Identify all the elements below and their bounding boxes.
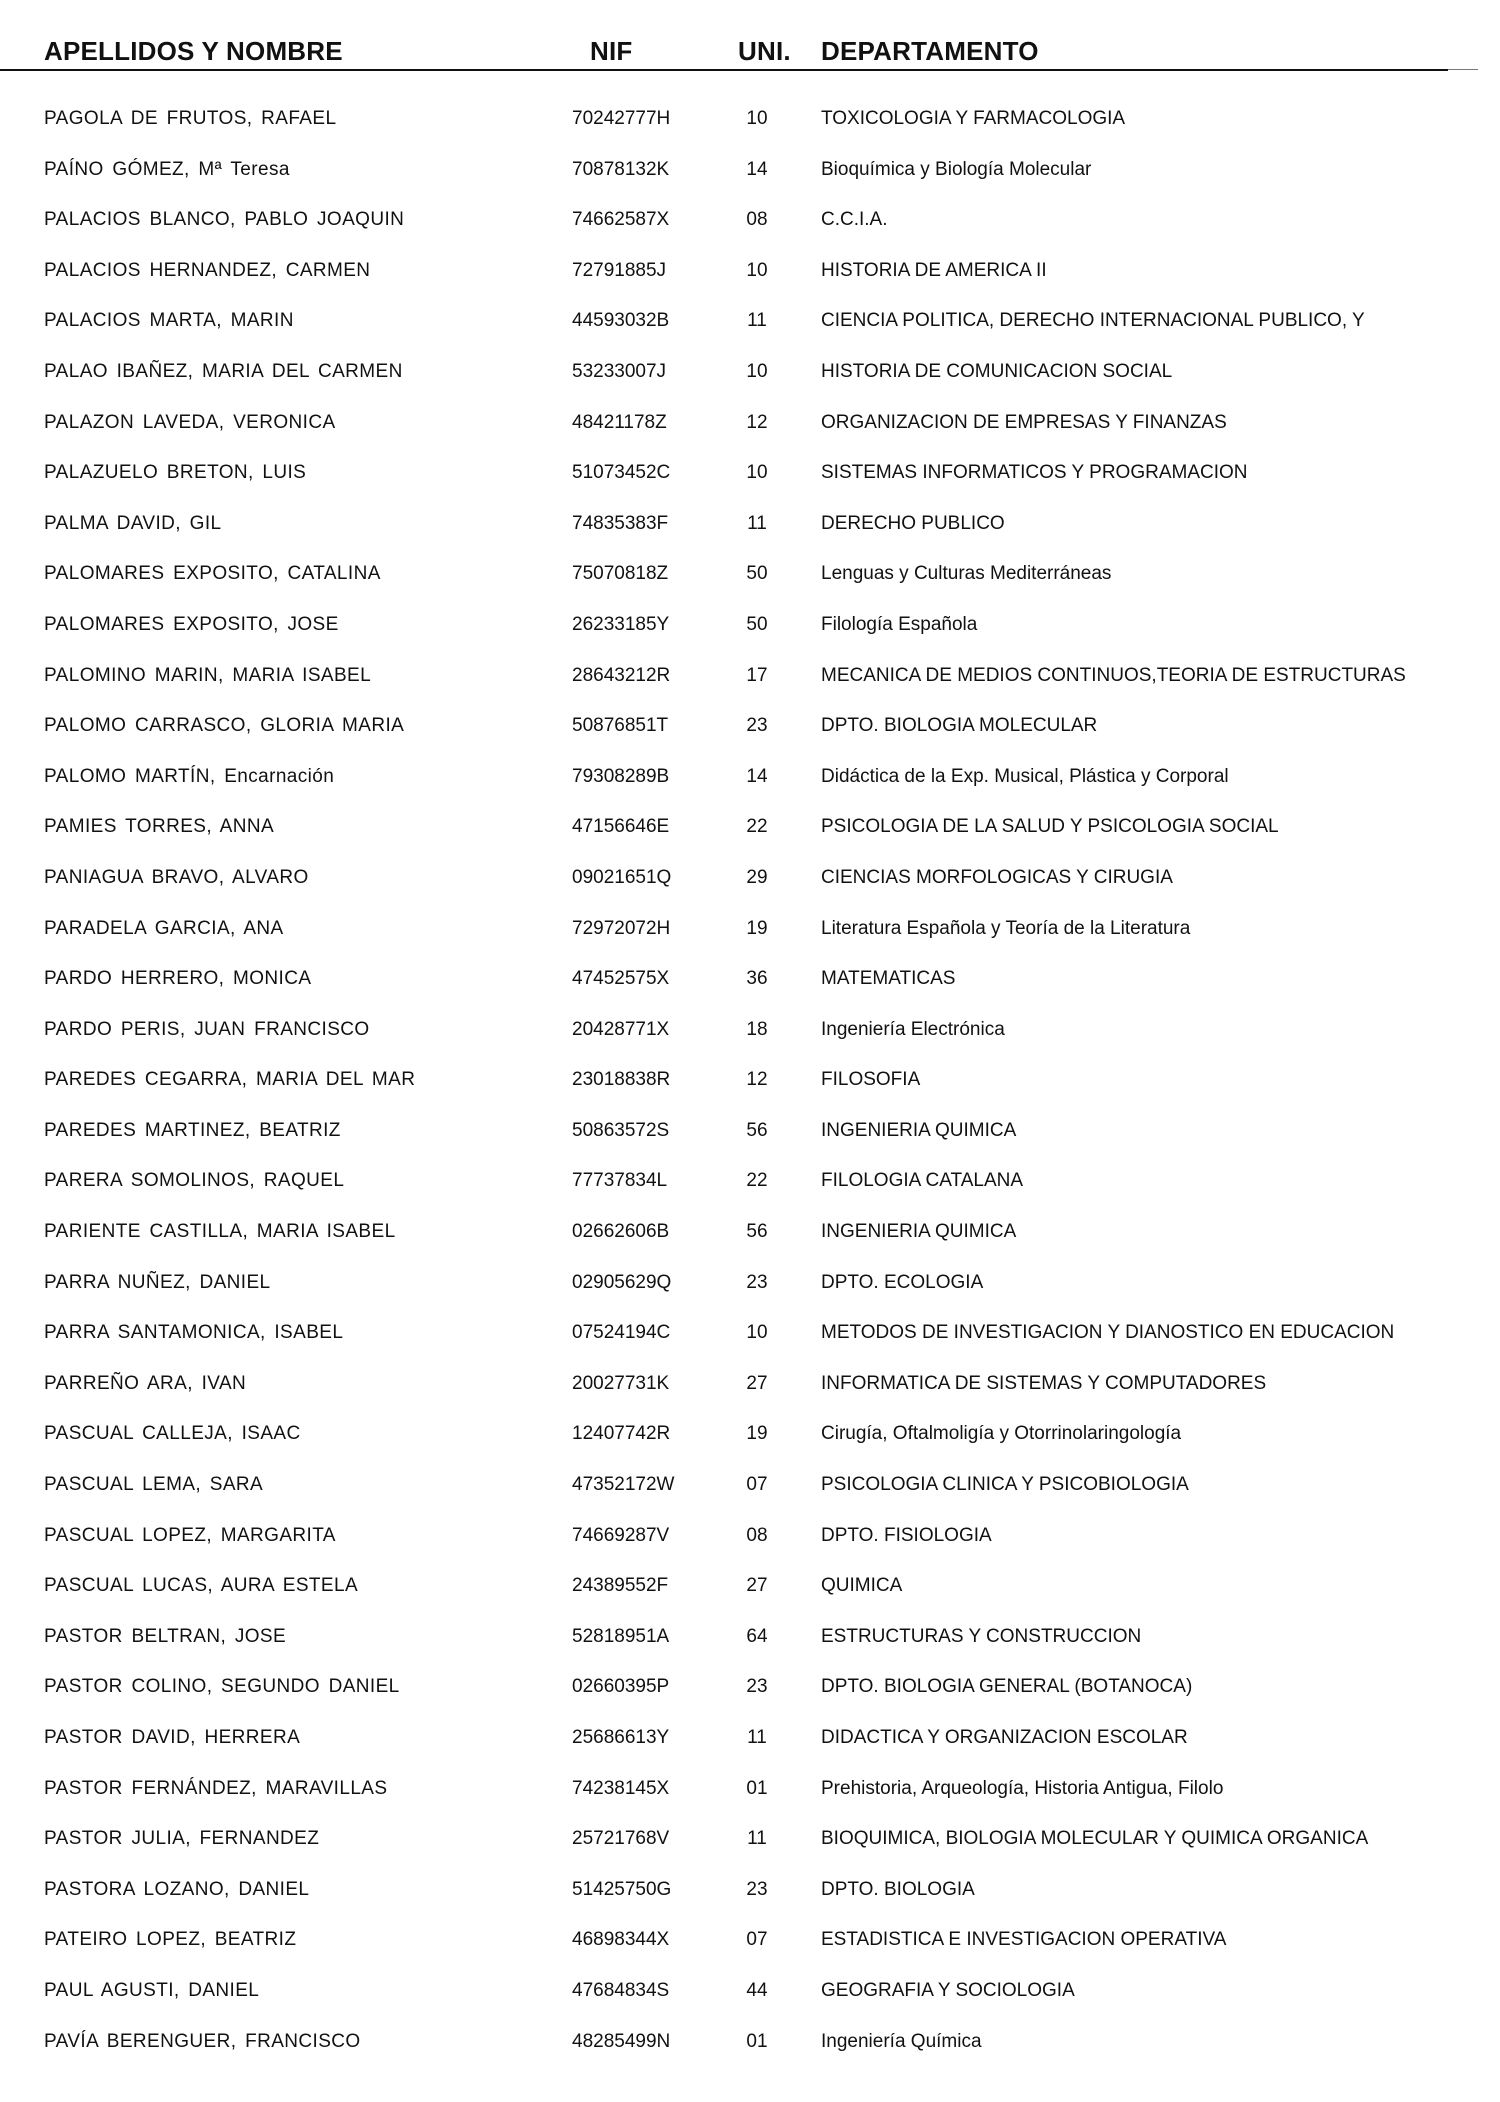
row-department: DPTO. ECOLOGIA (821, 1271, 984, 1293)
row-department: Filología Española (821, 613, 978, 635)
row-nif: 51073452C (572, 462, 671, 484)
row-nif: 28643212R (572, 664, 671, 686)
row-name: PALOMARES EXPOSITO, JOSE (44, 613, 339, 635)
row-nif: 07524194C (572, 1322, 671, 1344)
row-name: PAREDES MARTINEZ, BEATRIZ (44, 1119, 341, 1141)
row-uni: 10 (746, 1322, 768, 1344)
row-department: DIDACTICA Y ORGANIZACION ESCOLAR (821, 1727, 1188, 1748)
header-rule-tail (1448, 69, 1478, 70)
row-name: PASTOR COLINO, SEGUNDO DANIEL (44, 1676, 400, 1698)
table-row (0, 95, 1500, 146)
row-uni: 14 (746, 765, 768, 787)
row-nif: 79308289B (572, 765, 670, 787)
row-name: PASCUAL LOPEZ, MARGARITA (44, 1524, 336, 1546)
table-row (0, 1663, 1500, 1714)
table-row (0, 348, 1500, 399)
table-row (0, 399, 1500, 450)
table-row (0, 1309, 1500, 1360)
row-uni: 27 (746, 1372, 768, 1394)
row-nif: 50876851T (572, 715, 669, 737)
row-uni: 07 (746, 1474, 768, 1496)
row-name: PANIAGUA BRAVO, ALVARO (44, 866, 309, 888)
row-nif: 51425750G (572, 1878, 672, 1900)
table-row (0, 196, 1500, 247)
row-department: INFORMATICA DE SISTEMAS Y COMPUTADORES (821, 1372, 1267, 1394)
header-rule (0, 69, 1448, 71)
row-nif: 46898344X (572, 1929, 670, 1951)
row-nif: 47352172W (572, 1474, 675, 1496)
row-nif: 48421178Z (572, 411, 667, 433)
row-uni: 29 (746, 866, 768, 888)
row-name: PALOMO CARRASCO, GLORIA MARIA (44, 715, 405, 737)
row-nif: 20428771X (572, 1018, 670, 1040)
row-uni: 10 (746, 360, 768, 382)
row-name: PASTORA LOZANO, DANIEL (44, 1878, 310, 1900)
row-department: PSICOLOGIA CLINICA Y PSICOBIOLOGIA (821, 1474, 1189, 1496)
table-body (0, 95, 1500, 2068)
row-nif: 74238145X (572, 1777, 670, 1799)
row-uni: 14 (746, 158, 768, 180)
row-uni: 36 (746, 968, 768, 990)
table-row (0, 1562, 1500, 1613)
row-name: PALMA DAVID, GIL (44, 512, 222, 534)
row-name: PAMIES TORRES, ANNA (44, 816, 275, 838)
table-row (0, 955, 1500, 1006)
row-uni: 11 (747, 1828, 767, 1850)
table-row (0, 1461, 1500, 1512)
row-department: FILOSOFIA (821, 1069, 921, 1091)
table-row (0, 1360, 1500, 1411)
row-department: ORGANIZACION DE EMPRESAS Y FINANZAS (821, 411, 1227, 433)
table-row (0, 500, 1500, 551)
row-nif: 24389552F (572, 1575, 669, 1597)
row-uni: 23 (746, 1271, 768, 1293)
row-nif: 74835383F (572, 512, 669, 534)
row-name: PASTOR JULIA, FERNANDEZ (44, 1828, 320, 1850)
row-nif: 47156646E (572, 816, 670, 838)
row-name: PAÍNO GÓMEZ, Mª Teresa (44, 158, 290, 180)
row-department: METODOS DE INVESTIGACION Y DIANOSTICO EN EDUCACION (821, 1322, 1395, 1344)
row-department: CIENCIA POLITICA, DERECHO INTERNACIONAL PUBLICO, Y (821, 310, 1365, 332)
row-name: PATEIRO LOPEZ, BEATRIZ (44, 1929, 297, 1951)
row-uni: 11 (747, 310, 767, 332)
row-nif: 72791885J (572, 259, 667, 281)
table-row (0, 1410, 1500, 1461)
header-nif: NIF (590, 36, 633, 66)
row-name: PARDO HERRERO, MONICA (44, 968, 312, 990)
row-department: PSICOLOGIA DE LA SALUD Y PSICOLOGIA SOCIAL (821, 816, 1279, 838)
row-department: SISTEMAS INFORMATICOS Y PROGRAMACION (821, 462, 1248, 484)
table-row (0, 905, 1500, 956)
table-row (0, 803, 1500, 854)
row-uni: 22 (746, 1170, 768, 1192)
table-row (0, 2018, 1500, 2069)
table-row (0, 1056, 1500, 1107)
table-row (0, 1613, 1500, 1664)
row-department: Lenguas y Culturas Mediterráneas (821, 563, 1112, 585)
row-department: Literatura Española y Teoría de la Literatura (821, 917, 1191, 939)
table-row (0, 854, 1500, 905)
row-nif: 70878132K (572, 158, 670, 180)
row-department: MECANICA DE MEDIOS CONTINUOS,TEORIA DE ESTRUCTURAS (821, 664, 1406, 686)
row-department: ESTADISTICA E INVESTIGACION OPERATIVA (821, 1929, 1227, 1951)
row-department: QUIMICA (821, 1575, 903, 1597)
row-uni: 56 (746, 1221, 768, 1243)
row-department: C.C.I.A. (821, 209, 888, 231)
row-nif: 75070818Z (572, 563, 669, 585)
row-department: BIOQUIMICA, BIOLOGIA MOLECULAR Y QUIMICA ORGANICA (821, 1828, 1369, 1850)
row-uni: 10 (746, 108, 768, 129)
row-nif: 53233007J (572, 360, 667, 382)
row-name: PARERA SOMOLINOS, RAQUEL (44, 1170, 345, 1192)
row-name: PALAO IBAÑEZ, MARIA DEL CARMEN (44, 360, 403, 382)
row-name: PALACIOS MARTA, MARIN (44, 310, 294, 332)
row-uni: 23 (746, 715, 768, 737)
table-row (0, 1765, 1500, 1816)
row-uni: 11 (747, 512, 767, 534)
row-nif: 12407742R (572, 1423, 671, 1445)
row-department: MATEMATICAS (821, 968, 956, 990)
table-row (0, 1815, 1500, 1866)
row-name: PARREÑO ARA, IVAN (44, 1372, 247, 1394)
row-uni: 19 (746, 1423, 768, 1445)
row-name: PASTOR BELTRAN, JOSE (44, 1625, 287, 1647)
table-row (0, 702, 1500, 753)
row-department: Didáctica de la Exp. Musical, Plástica y Corporal (821, 765, 1229, 787)
table-row (0, 1866, 1500, 1917)
table-row (0, 652, 1500, 703)
row-name: PARADELA GARCIA, ANA (44, 917, 284, 939)
row-nif: 25721768V (572, 1828, 670, 1850)
row-name: PAVÍA BERENGUER, FRANCISCO (44, 2030, 361, 2052)
row-nif: 23018838R (572, 1069, 671, 1091)
row-uni: 19 (746, 917, 768, 939)
row-name: PALOMO MARTÍN, Encarnación (44, 765, 335, 787)
row-department: HISTORIA DE AMERICA II (821, 259, 1047, 281)
row-nif: 26233185Y (572, 613, 670, 635)
row-department: HISTORIA DE COMUNICACION SOCIAL (821, 360, 1173, 382)
table-row (0, 1107, 1500, 1158)
row-uni: 01 (746, 1777, 768, 1799)
row-name: PASCUAL LEMA, SARA (44, 1474, 264, 1496)
row-nif: 44593032B (572, 310, 670, 332)
row-department: INGENIERIA QUIMICA (821, 1221, 1017, 1243)
row-uni: 12 (746, 411, 768, 433)
row-department: ESTRUCTURAS Y CONSTRUCCION (821, 1625, 1142, 1647)
row-department: FILOLOGIA CATALANA (821, 1170, 1024, 1192)
row-nif: 47684834S (572, 1979, 670, 2001)
header-uni: UNI. (738, 36, 791, 66)
row-uni: 01 (746, 2030, 768, 2052)
table-row (0, 449, 1500, 500)
row-uni: 11 (747, 1727, 767, 1748)
row-name: PAUL AGUSTI, DANIEL (44, 1979, 260, 2001)
row-nif: 52818951A (572, 1625, 670, 1647)
row-nif: 77737834L (572, 1170, 668, 1192)
row-department: INGENIERIA QUIMICA (821, 1119, 1017, 1141)
row-nif: 72972072H (572, 917, 671, 939)
row-uni: 10 (746, 462, 768, 484)
row-department: DPTO. FISIOLOGIA (821, 1524, 992, 1546)
row-department: DERECHO PUBLICO (821, 512, 1005, 534)
row-uni: 10 (746, 259, 768, 281)
row-name: PARRA NUÑEZ, DANIEL (44, 1271, 271, 1293)
table-row (0, 297, 1500, 348)
row-nif: 02660395P (572, 1676, 670, 1698)
row-uni: 27 (746, 1575, 768, 1597)
row-uni: 64 (746, 1625, 768, 1647)
row-name: PASTOR DAVID, HERRERA (44, 1727, 301, 1748)
row-nif: 48285499N (572, 2030, 671, 2052)
row-uni: 50 (746, 563, 768, 585)
row-department: Bioquímica y Biología Molecular (821, 158, 1092, 180)
row-uni: 22 (746, 816, 768, 838)
row-uni: 44 (746, 1979, 768, 2001)
row-name: PALOMARES EXPOSITO, CATALINA (44, 563, 381, 585)
row-nif: 74662587X (572, 209, 670, 231)
table-row (0, 1208, 1500, 1259)
row-name: PARIENTE CASTILLA, MARIA ISABEL (44, 1221, 396, 1243)
row-nif: 74669287V (572, 1524, 670, 1546)
table-row (0, 1006, 1500, 1057)
table-row (0, 601, 1500, 652)
row-name: PALACIOS BLANCO, PABLO JOAQUIN (44, 209, 405, 231)
row-uni: 17 (746, 664, 768, 686)
row-name: PALACIOS HERNANDEZ, CARMEN (44, 259, 371, 281)
row-name: PARRA SANTAMONICA, ISABEL (44, 1322, 344, 1344)
row-name: PALAZUELO BRETON, LUIS (44, 462, 307, 484)
row-name: PASTOR FERNÁNDEZ, MARAVILLAS (44, 1777, 388, 1799)
row-name: PAGOLA DE FRUTOS, RAFAEL (44, 108, 337, 129)
row-name: PASCUAL LUCAS, AURA ESTELA (44, 1575, 359, 1597)
row-name: PASCUAL CALLEJA, ISAAC (44, 1423, 301, 1445)
row-department: DPTO. BIOLOGIA MOLECULAR (821, 715, 1098, 737)
row-name: PAREDES CEGARRA, MARIA DEL MAR (44, 1069, 416, 1091)
row-uni: 23 (746, 1878, 768, 1900)
row-department: TOXICOLOGIA Y FARMACOLOGIA (821, 108, 1126, 129)
row-uni: 08 (746, 209, 768, 231)
row-nif: 20027731K (572, 1372, 670, 1394)
row-uni: 08 (746, 1524, 768, 1546)
table-header (0, 28, 1500, 68)
row-uni: 18 (746, 1018, 768, 1040)
row-uni: 07 (746, 1929, 768, 1951)
row-uni: 56 (746, 1119, 768, 1141)
header-department: DEPARTAMENTO (821, 36, 1039, 66)
row-department: Prehistoria, Arqueología, Historia Antigua, Filolo (821, 1777, 1224, 1799)
table-row (0, 550, 1500, 601)
row-uni: 23 (746, 1676, 768, 1698)
row-name: PARDO PERIS, JUAN FRANCISCO (44, 1018, 370, 1040)
table-row (0, 1916, 1500, 1967)
row-name: PALOMINO MARIN, MARIA ISABEL (44, 664, 372, 686)
row-department: Cirugía, Oftalmoligía y Otorrinolaringología (821, 1423, 1182, 1445)
row-uni: 12 (746, 1069, 768, 1091)
row-nif: 25686613Y (572, 1727, 670, 1748)
row-nif: 09021651Q (572, 866, 672, 888)
table-row (0, 753, 1500, 804)
table-row (0, 1157, 1500, 1208)
row-uni: 50 (746, 613, 768, 635)
table-row (0, 146, 1500, 197)
table-row (0, 247, 1500, 298)
table-row (0, 1714, 1500, 1765)
row-name: PALAZON LAVEDA, VERONICA (44, 411, 336, 433)
row-department: DPTO. BIOLOGIA GENERAL (BOTANOCA) (821, 1676, 1193, 1698)
row-department: Ingeniería Electrónica (821, 1018, 1005, 1040)
header-name: APELLIDOS Y NOMBRE (44, 36, 343, 66)
row-nif: 70242777H (572, 108, 671, 129)
table-row (0, 1967, 1500, 2018)
row-department: GEOGRAFIA Y SOCIOLOGIA (821, 1979, 1075, 2001)
row-department: DPTO. BIOLOGIA (821, 1878, 975, 1900)
table-row (0, 1512, 1500, 1563)
row-department: CIENCIAS MORFOLOGICAS Y CIRUGIA (821, 866, 1173, 888)
row-nif: 02905629Q (572, 1271, 672, 1293)
table-row (0, 1259, 1500, 1310)
row-nif: 02662606B (572, 1221, 670, 1243)
row-nif: 47452575X (572, 968, 670, 990)
row-nif: 50863572S (572, 1119, 670, 1141)
row-department: Ingeniería Química (821, 2030, 982, 2052)
